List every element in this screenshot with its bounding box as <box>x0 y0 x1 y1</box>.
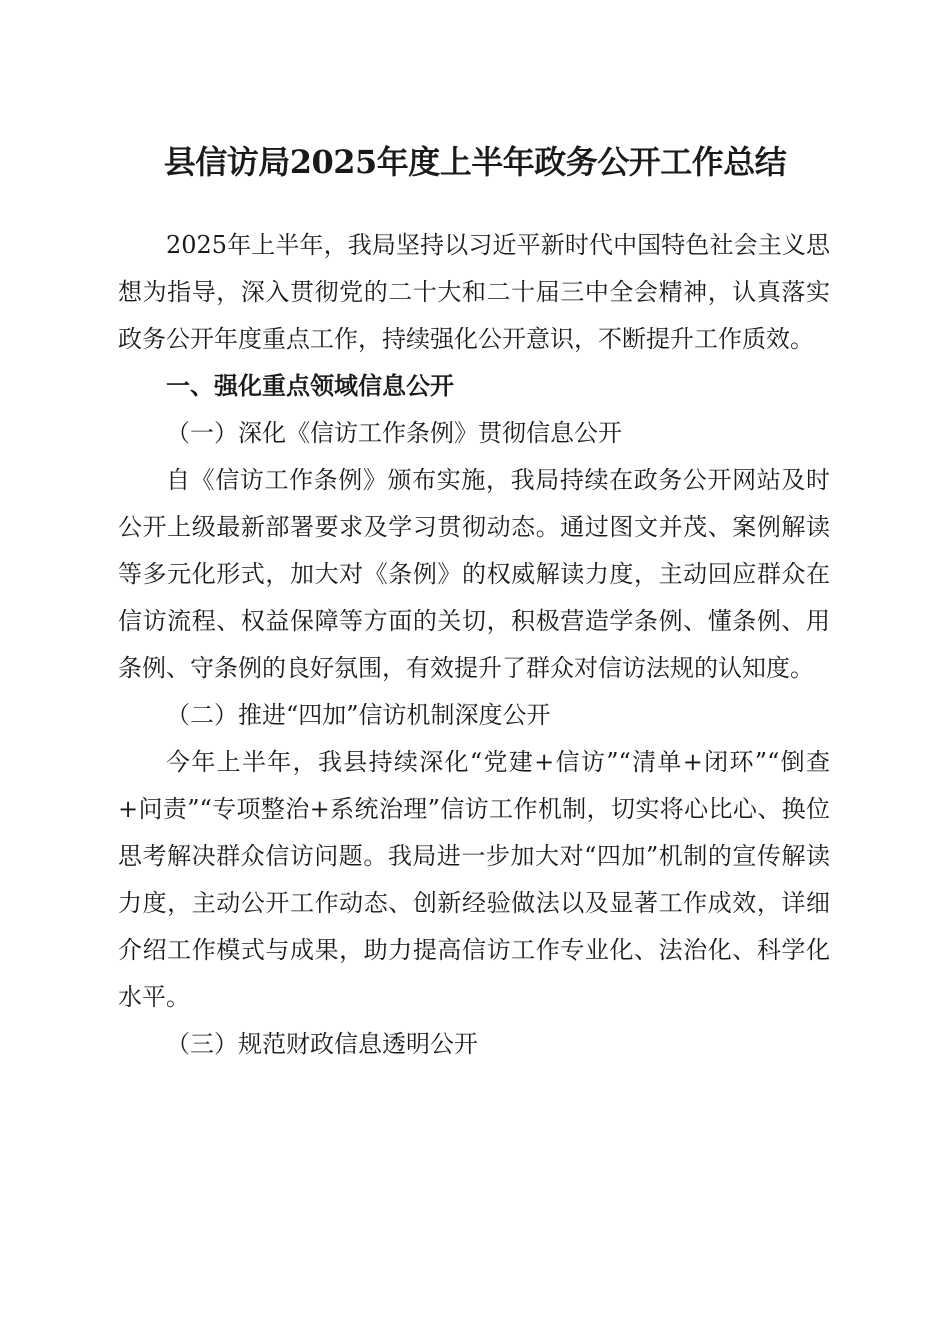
document-body <box>118 222 830 1068</box>
subsection-heading-1: （一）深化《信访工作条例》贯彻信息公开 <box>166 419 622 447</box>
intro-paragraph: 2025年上半年，我局坚持以习近平新时代中国特色社会主义思想为指导，深入贯彻党的二十大和二十届三中全会精神，认真落实政务公开年度重点工作，持续强化公开意识，不断提升工作质效。 <box>118 231 830 353</box>
subsection-paragraph-2: 今年上半年，我县持续深化“党建+信访”“清单+闭环”“倒查+问责”“专项整治+系统治理”信访工作机制，切实将心比心、换位思考解决群众信访问题。我局进一步加大对“四加”机制的宣传解读力度，主动公开工作动态、创新经验做法以及显著工作成效，详细介绍工作模式与成果，助力提高信访工作专业化、法治化、科学化水平。 <box>118 748 830 1011</box>
subsection-heading-3: （三）规范财政信息透明公开 <box>166 1030 478 1058</box>
subsection-heading-2: （二）推进“四加”信访机制深度公开 <box>166 701 551 729</box>
subsection-paragraph-1: 自《信访工作条例》颁布实施，我局持续在政务公开网站及时公开上级最新部署要求及学习贯彻动态。通过图文并茂、案例解读等多元化形式，加大对《条例》的权威解读力度，主动回应群众在信访流程、权益保障等方面的关切，积极营造学条例、懂条例、用条例、守条例的良好氛围，有效提升了群众对信访法规的认知度。 <box>118 466 830 682</box>
document-title: 县信访局2025年度上半年政务公开工作总结 <box>163 143 787 181</box>
section-heading-1: 一、强化重点领域信息公开 <box>166 372 454 400</box>
